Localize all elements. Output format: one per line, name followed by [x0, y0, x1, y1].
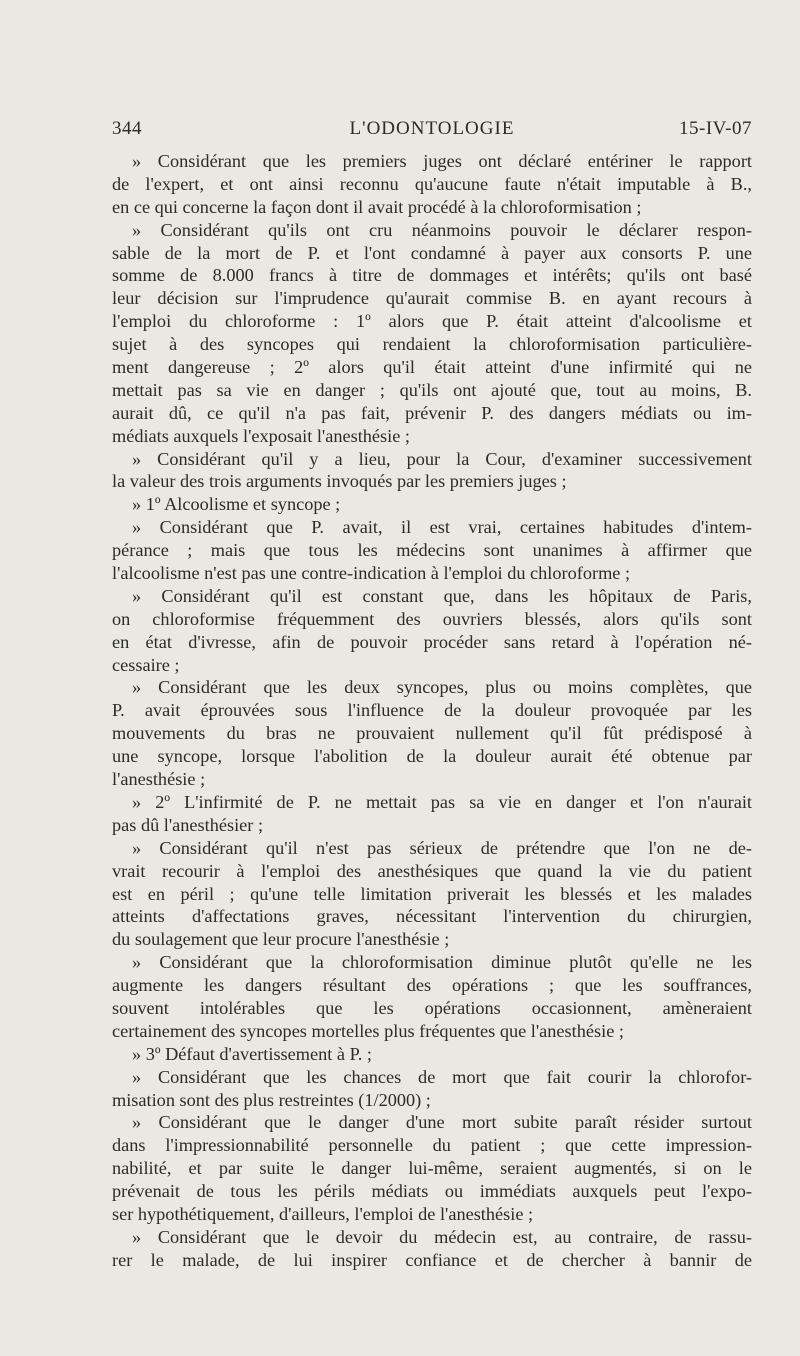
text-line: une syncope, lorsque l'abolition de la douleur aurait été obtenue par: [112, 746, 752, 767]
text-line: la valeur des trois arguments invoqués par les premiers juges ;: [112, 471, 567, 492]
text-line: mouvements du bras ne prouvaient nullement qu'il fût prédisposé à: [112, 723, 752, 744]
text-line: sujet à des syncopes qui rendaient la chloroformisation particulière-: [112, 334, 752, 355]
text-line: vrait recourir à l'emploi des anesthésiques que quand la vie du patient: [112, 860, 752, 881]
text-line: en ce qui concerne la façon dont il avait procédé à la chloroformisation ;: [112, 196, 642, 217]
text-line: P. avait éprouvées sous l'influence de la douleur provoquée par les: [112, 700, 752, 721]
text-line: misation sont des plus restreintes (1/2000) ;: [112, 1089, 431, 1110]
text-line: » Considérant que les premiers juges ont déclaré entériner le rapport: [132, 151, 752, 171]
text-line: pérance ; mais que tous les médecins sont unanimes à affirmer que: [112, 540, 752, 561]
text-line: certainement des syncopes mortelles plus fréquentes que l'anesthésie ;: [112, 1020, 624, 1041]
text-line: » Considérant que le devoir du médecin est, au contraire, de rassu-: [132, 1226, 752, 1247]
text-line: » Considérant que P. avait, il est vrai, certaines habitudes d'intem-: [132, 517, 752, 538]
text-line: » Considérant qu'il n'est pas sérieux de prétendre que l'on ne de-: [132, 837, 752, 858]
page-number: 344: [112, 118, 142, 139]
text-line: somme de 8.000 francs à titre de dommages et intérêts; qu'ils ont basé: [112, 265, 752, 286]
text-line: » Considérant que la chloroformisation diminue plutôt qu'elle ne les: [132, 952, 752, 973]
text-line: cessaire ;: [112, 654, 180, 675]
text-line: » 3º Défaut d'avertissement à P. ;: [132, 1043, 372, 1064]
text-line: prévenait de tous les périls médiats ou immédiats auxquels peut l'expo-: [112, 1181, 752, 1202]
text-line: » 2º L'infirmité de P. ne mettait pas sa vie en danger et l'on n'aurait: [132, 791, 752, 812]
running-title: L'ODONTOLOGIE: [349, 118, 515, 139]
text-line: ment dangereuse ; 2º alors qu'il était atteint d'une infirmité qui ne: [112, 357, 752, 378]
text-line: aurait dû, ce qu'il n'a pas fait, prévenir P. des dangers médiats ou im-: [112, 402, 752, 423]
text-line: » Considérant que les deux syncopes, plus ou moins complètes, que: [132, 677, 752, 698]
text-line: » 1º Alcoolisme et syncope ;: [132, 494, 341, 515]
text-line: sable de la mort de P. et l'ont condamné à payer aux consorts P. une: [112, 242, 752, 263]
text-line: » Considérant que les chances de mort que fait courir la chlorofor-: [132, 1066, 752, 1087]
page-header: [112, 118, 752, 144]
text-line: nabilité, et par suite le danger lui-même, seraient augmentés, si on le: [112, 1158, 752, 1179]
text-line: de l'expert, et ont ainsi reconnu qu'aucune faute n'était imputable à B.,: [112, 173, 752, 194]
text-line: augmente les dangers résultant des opérations ; que les souffrances,: [112, 975, 752, 996]
body-text: [112, 150, 752, 1272]
text-line: du soulagement que leur procure l'anesthésie ;: [112, 929, 450, 950]
text-line: rer le malade, de lui inspirer confiance et de chercher à bannir de: [112, 1249, 752, 1270]
text-line: leur décision sur l'imprudence qu'aurait commise B. en ayant recours à: [112, 288, 752, 309]
text-line: pas dû l'anesthésier ;: [112, 814, 264, 835]
text-line: est en péril ; qu'une telle limitation priverait les blessés et les malades: [112, 883, 752, 904]
text-line: » Considérant que le danger d'une mort subite paraît résider surtout: [132, 1112, 752, 1133]
text-line: médiats auxquels l'exposait l'anesthésie ;: [112, 425, 410, 446]
text-line: l'alcoolisme n'est pas une contre-indication à l'emploi du chloroforme ;: [112, 563, 631, 584]
text-line: atteints d'affectations graves, nécessitant l'intervention du chirurgien,: [112, 906, 752, 927]
text-line: mettait pas sa vie en danger ; qu'ils ont ajouté que, tout au moins, B.: [112, 379, 752, 400]
text-line: en état d'ivresse, afin de pouvoir procéder sans retard à l'opération né-: [112, 631, 752, 652]
text-line: » Considérant qu'il est constant que, dans les hôpitaux de Paris,: [132, 585, 752, 606]
text-line: souvent intolérables que les opérations occasionnent, amèneraient: [112, 997, 752, 1018]
text-line: on chloroformise fréquemment des ouvriers blessés, alors qu'ils sont: [112, 608, 752, 629]
text-line: ser hypothétiquement, d'ailleurs, l'emploi de l'anesthésie ;: [112, 1203, 534, 1224]
text-line: » Considérant qu'il y a lieu, pour la Cour, d'examiner successivement: [132, 448, 752, 469]
text-line: l'anesthésie ;: [112, 769, 206, 790]
text-line: » Considérant qu'ils ont cru néanmoins pouvoir le déclarer respon-: [132, 219, 752, 240]
issue-date: 15-IV-07: [679, 118, 752, 139]
text-line: l'emploi du chloroforme : 1º alors que P. était atteint d'alcoolisme et: [112, 311, 752, 332]
text-line: dans l'impressionnabilité personnelle du patient ; que cette impression-: [112, 1135, 752, 1156]
